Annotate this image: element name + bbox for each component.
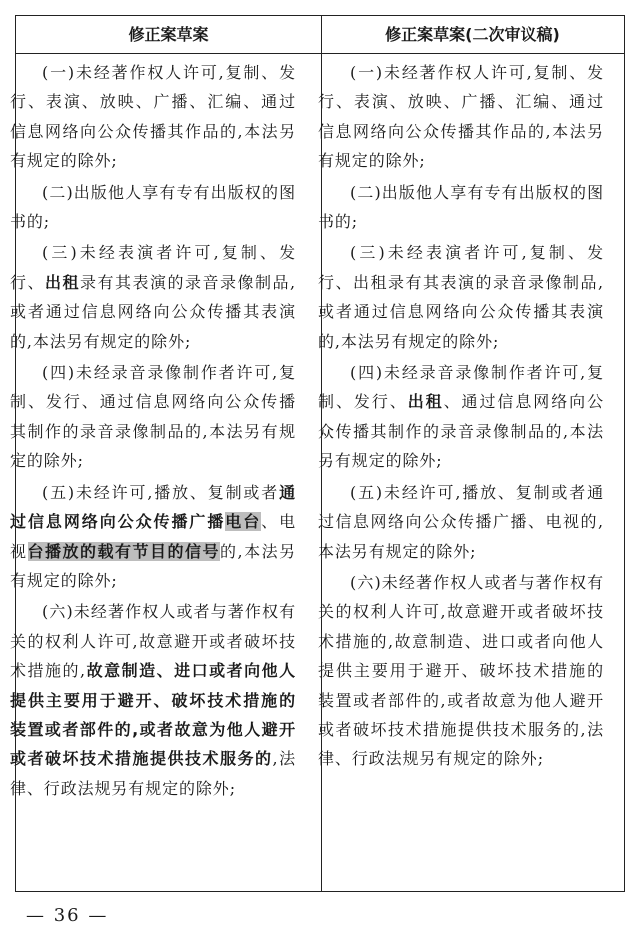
amended-text: 通过信息网络向公众传播广播 [10,482,296,532]
clause-paragraph [10,478,296,596]
amended-text: 出租 [45,272,80,292]
table-header [16,16,624,54]
clause-paragraph [318,478,604,566]
clause-text: 的,本法另有规定的除外; [10,541,296,590]
clause-text: 录有其表演的录音录像制品,或者通过信息网络向公众传播其表演的,本法另有规定的除外; [10,272,296,351]
clause-text: 、通过信息网络向公众传播其制作的录音录像制品的,本法另有规定的除外; [318,392,604,471]
clause-text: (一)未经著作权人许可,复制、发行、表演、放映、广播、汇编、通过信息网络向公众传播其作品的,本法另有规定的除外; [318,63,604,171]
amended-text: 出租 [407,392,444,412]
amended-text: 电台 [225,512,262,532]
right-column [318,58,604,776]
amended-text: 故意制造、进口或者向他人提供主要用于避开、破坏技术措施的装置或者部件的,或者故意为他人避开或者破坏技术措施提供技术服务的 [10,661,296,769]
clause-text: (一)未经著作权人许可,复制、发行、表演、放映、广播、汇编、通过信息网络向公众传播其作品的,本法另有规定的除外; [10,63,296,171]
left-column [10,58,296,805]
clause-text: (四)未经录音录像制作者许可,复制、发行、 [318,363,604,412]
clause-text: ,法律、行政法规另有规定的除外; [10,749,296,798]
clause-text: (五)未经许可,播放、复制或者通过信息网络向公众传播广播、电视的,本法另有规定的除外; [318,482,604,561]
clause-paragraph [10,358,296,476]
clause-text: 、电视 [10,512,296,561]
clause-text: (二)出版他人享有专有出版权的图书的; [318,182,604,232]
clause-text: (三)未经表演者许可,复制、发行、出租录有其表演的录音录像制品,或者通过信息网络向公众传播其表演的,本法另有规定的除外; [318,243,604,351]
amended-text: 台播放的载有节目的信号 [27,541,220,561]
clause-paragraph [318,58,604,176]
clause-text: (四)未经录音录像制作者许可,复制、发行、通过信息网络向公众传播其制作的录音录像制品的,本法另有规定的除外; [10,363,296,471]
clause-paragraph [318,568,604,774]
clause-paragraph [10,597,296,803]
clause-text: (三)未经表演者许可,复制、发行、 [10,243,296,292]
clause-paragraph [318,178,604,237]
clause-paragraph [318,238,604,356]
clause-text: (二)出版他人享有专有出版权的图书的; [10,182,296,232]
clause-text: (六)未经著作权人或者与著作权有关的权利人许可,故意避开或者破坏技术措施的,故意制造、进口或者向他人提供主要用于避开、破坏技术措施的装置或者部件的,或者故意为他人避开或者破坏技术措施提供技术服务的,法律、行政法规另有规定的除外; [318,572,604,769]
clause-paragraph [318,358,604,476]
clause-text: (六)未经著作权人或者与著作权有关的权利人许可,故意避开或者破坏技术措施的, [10,602,296,681]
page-number: — 36 — [26,905,109,926]
clause-paragraph [10,238,296,356]
header-left-title: 修正案草案 [128,25,209,44]
header-right-title: 修正案草案(二次审议稿) [385,25,560,44]
clause-paragraph [10,58,296,176]
clause-text: (五)未经许可,播放、复制或者 [42,482,280,502]
clause-paragraph [10,178,296,237]
